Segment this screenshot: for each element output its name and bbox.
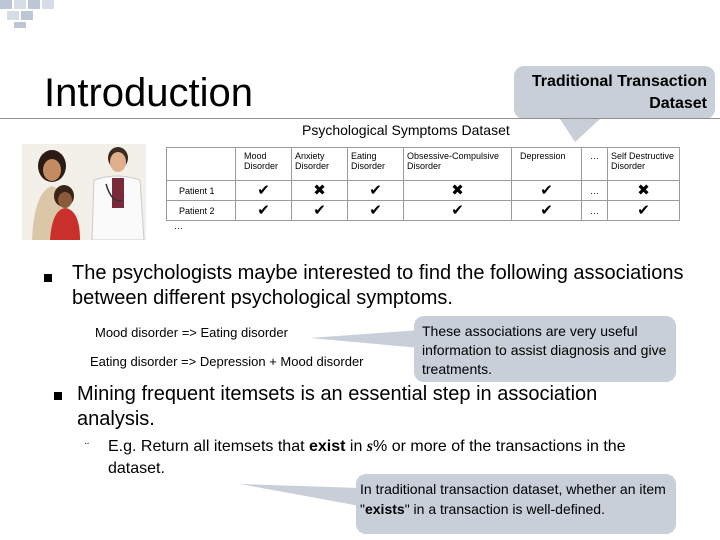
check-icon: ✔ xyxy=(512,181,582,201)
cross-icon: ✖ xyxy=(292,181,348,201)
row-label: Patient 1 xyxy=(167,181,236,201)
check-icon: ✔ xyxy=(236,201,292,221)
header-cell: … xyxy=(582,148,608,181)
dataset-title: Psychological Symptoms Dataset xyxy=(302,122,510,138)
sub-bullet-box-icon: ¨ xyxy=(85,440,89,454)
bullet-2-text: Mining frequent itemsets is an essential step in association analysis. xyxy=(77,383,598,430)
row-label: Patient 2 xyxy=(167,201,236,221)
check-icon: ✔ xyxy=(348,201,404,221)
association-rule-2: Eating disorder => Depression + Mood disorder xyxy=(90,354,364,369)
callout-exists-well-defined xyxy=(356,474,676,534)
callout-bot-part: In traditional transaction dataset, whether an item " xyxy=(360,481,666,517)
check-icon: ✔ xyxy=(608,201,680,221)
cross-icon: ✖ xyxy=(608,181,680,201)
check-icon: ✔ xyxy=(348,181,404,201)
callout-bot-part: " in a transaction is well-defined. xyxy=(404,501,605,517)
header-cell: Anxiety Disorder xyxy=(292,148,348,181)
callout-bot-exists: exists xyxy=(364,501,405,517)
sub-bullet-part: % or more of the transactions in the dataset. xyxy=(108,438,626,477)
header-cell: Self Destructive Disorder xyxy=(608,148,680,181)
ellipsis-cell: … xyxy=(582,181,608,201)
header-cell: Eating Disorder xyxy=(348,148,404,181)
callout-associations-useful: These associations are very useful information to assist diagnosis and give treatments. xyxy=(414,316,676,382)
check-icon: ✔ xyxy=(512,201,582,221)
slide-title: Introduction xyxy=(44,71,254,115)
sub-bullet-part: E.g. Return all itemsets that xyxy=(108,438,309,455)
header-cell: Obsessive-Compulsive Disorder xyxy=(404,148,512,181)
check-icon: ✔ xyxy=(236,181,292,201)
callout-traditional-transaction: Traditional Transaction Dataset xyxy=(514,66,715,119)
sub-bullet-part: in xyxy=(345,438,367,455)
header-cell: Depression xyxy=(512,148,582,181)
cross-icon: ✖ xyxy=(404,181,512,201)
check-icon: ✔ xyxy=(404,201,512,221)
sub-bullet-exist: exist xyxy=(308,438,346,455)
check-icon: ✔ xyxy=(292,201,348,221)
sub-bullet-s: s xyxy=(366,438,374,455)
header-cell: Mood Disorder xyxy=(236,148,292,181)
association-rule-1: Mood disorder => Eating disorder xyxy=(95,325,288,340)
more-rows-indicator: … xyxy=(174,221,183,231)
ellipsis-cell: … xyxy=(582,201,608,221)
bullet-1-text: The psychologists maybe interested to find the following associations between different psychological symptoms. xyxy=(72,262,684,309)
